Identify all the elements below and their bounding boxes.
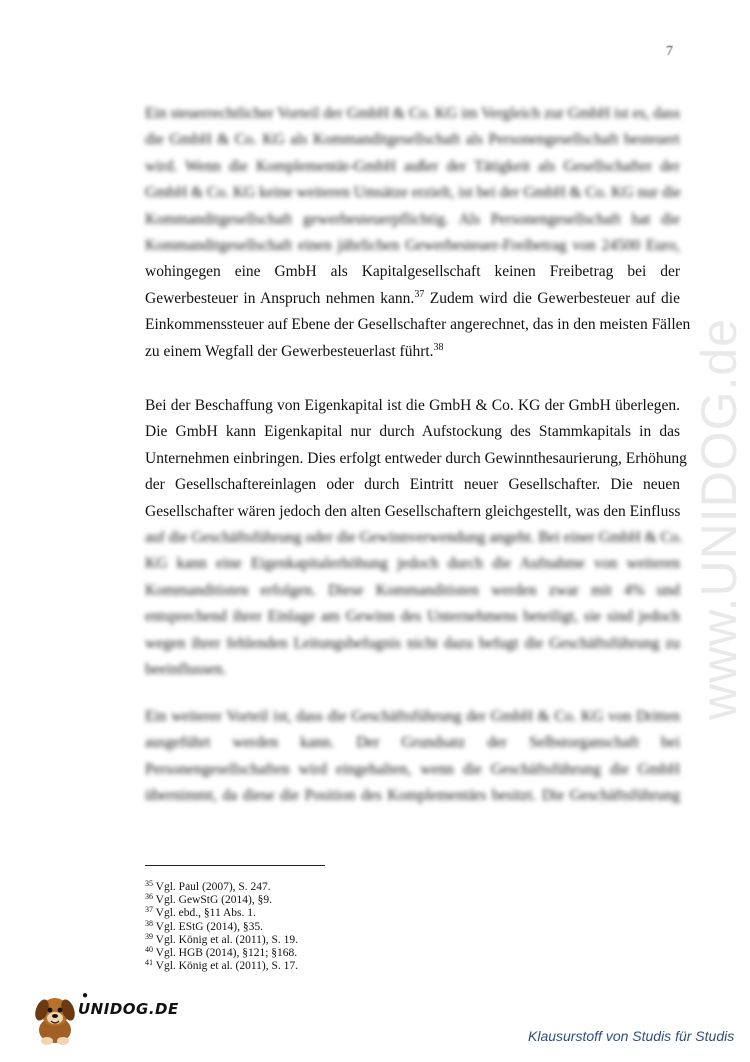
text-line [145,339,680,365]
blurred-line: KG kann eine Eigenkapitalerhöhung jedoch durch die Aufnahme von weiteren [145,555,680,573]
blurred-line: die GmbH & Co. KG als Kommanditgesellschaft als Personengesellschaft besteuert [145,131,680,149]
footnote-number: 40 [145,945,153,955]
paw-icon: ● [82,990,89,1001]
blurred-line: auf die Geschäftsführung oder die Gewinnverwendung angeht. Bei einer GmbH & Co. [145,529,683,547]
footnote [145,894,445,907]
footnote-text: Vgl. König et al. (2011), S. 17. [155,960,299,973]
footnote-number: 39 [145,931,153,941]
footnote-text: Vgl. GewStG (2014), §9. [155,894,272,907]
line-text: Zudem wird die Gewerbesteuer auf die [424,289,680,307]
footnote [145,918,445,934]
footnotes [145,881,445,973]
text-line: Einkommenssteuer auf Ebene der Gesellschafter angerechnet, das in den meisten Fällen [145,316,691,334]
footnote [145,907,445,920]
blurred-line: wegen ihrer fehlenden Leitungsbefugnis nicht dazu befugt die Geschäftsführung zu [145,634,680,652]
footnote [145,881,445,894]
blurred-line: Kommanditgesellschaft gewerbesteuerpflichtig. Als Personengesellschaft hat die [145,210,680,228]
blurred-line: Kommanditgesellschaft einen jährlichen Gewerbesteuer-Freibetrag von 24500 Euro, [145,237,680,255]
blurred-line: beeinflussen. [145,661,227,679]
paragraph-1 [145,101,691,365]
footnote-ref: 38 [433,341,444,353]
blurred-line: übernimmt, da diese die Position des Komplementärs besitzt. Die Geschäftsführung [145,787,680,805]
line-text: Gewerbesteuer in Anspruch nehmen kann. [145,289,415,307]
logo-text: UNIDOG.DE [78,1000,179,1018]
blurred-line: GmbH & Co. KG keine weiteren Umsätze erzielt, ist bei der GmbH & Co. KG nur die [145,184,681,202]
footnote [145,960,445,973]
blurred-line: Personengesellschaften wird eingehalten, wenn die Geschäftsführung die GmbH [145,760,680,778]
text-line [145,286,680,312]
footnote-text: Vgl. HGB (2014), §121; §168. [155,947,298,960]
blurred-line: Ein weiterer Vorteil ist, dass die Geschäftsführung der GmbH & Co. KG von Dritten [145,708,680,725]
blurred-line: Ein steuerrechtlicher Vorteil der GmbH & Co. KG im Vergleich zur GmbH ist es, dass [145,105,680,122]
blurred-line: wird. Wenn die Komplementär-GmbH außer der Tätigkeit als Gesellschafter der [145,157,680,175]
page-number: 7 [666,44,673,59]
footnote-ref: 37 [414,288,425,300]
footnote-text: Vgl. ebd., §11 Abs. 1. [155,907,256,920]
footnote-text: Vgl. EStG (2014), §35. [155,920,264,933]
footnote-rule [145,865,325,866]
footnote-text: Vgl. Paul (2007), S. 247. [155,881,271,893]
paragraph-3 [145,704,680,810]
tagline: Klausurstoff von Studis für Studis [528,1028,735,1044]
text-line: Die GmbH kann Eigenkapital nur durch Aufstockung des Stammkapitals in das [145,423,680,441]
text-line: Gesellschafter wären jedoch den alten Gesellschaftern gleichgestellt, was den Einfluss [145,502,681,520]
footnote-number: 41 [145,958,153,968]
paragraph-2 [145,393,687,683]
dog-icon [30,988,80,1046]
blurred-line: Kommanditisten erfolgen. Diese Kommanditisten werden zwar mit 4% und [145,581,680,599]
unidog-logo [30,988,179,1048]
text-line: Bei der Beschaffung von Eigenkapital ist die GmbH & Co. KG der GmbH überlegen. [145,397,680,414]
footnote-number: 37 [145,905,153,915]
text-line: der Gesellschaftereinlagen oder durch Eintritt neuer Gesellschafter. Die neuen [145,476,680,494]
footnote [145,947,445,960]
line-text: zu einem Wegfall der Gewerbesteuerlast führt. [145,342,434,360]
blurred-line: entsprechend ihrer Einlage am Gewinn des Unternehmens beteiligt, sie sind jedoch [145,608,680,626]
footnote-text: Vgl. König et al. (2011), S. 19. [155,933,299,946]
footnote-number: 36 [145,892,153,902]
footnote-number: 35 [145,879,153,888]
watermark-text: www.UNIDOG.de [691,318,747,720]
text-line: wohingegen eine GmbH als Kapitalgesellschaft keinen Freibetrag bei der [145,263,680,281]
text-line: Unternehmen einbringen. Dies erfolgt entweder durch Gewinnthesaurierung, Erhöhung [145,449,687,467]
footnote [145,931,445,947]
footnote-number: 38 [145,918,153,928]
blurred-line: ausgeführt werden kann. Der Grundsatz der Selbstorganschaft bei [145,734,680,752]
